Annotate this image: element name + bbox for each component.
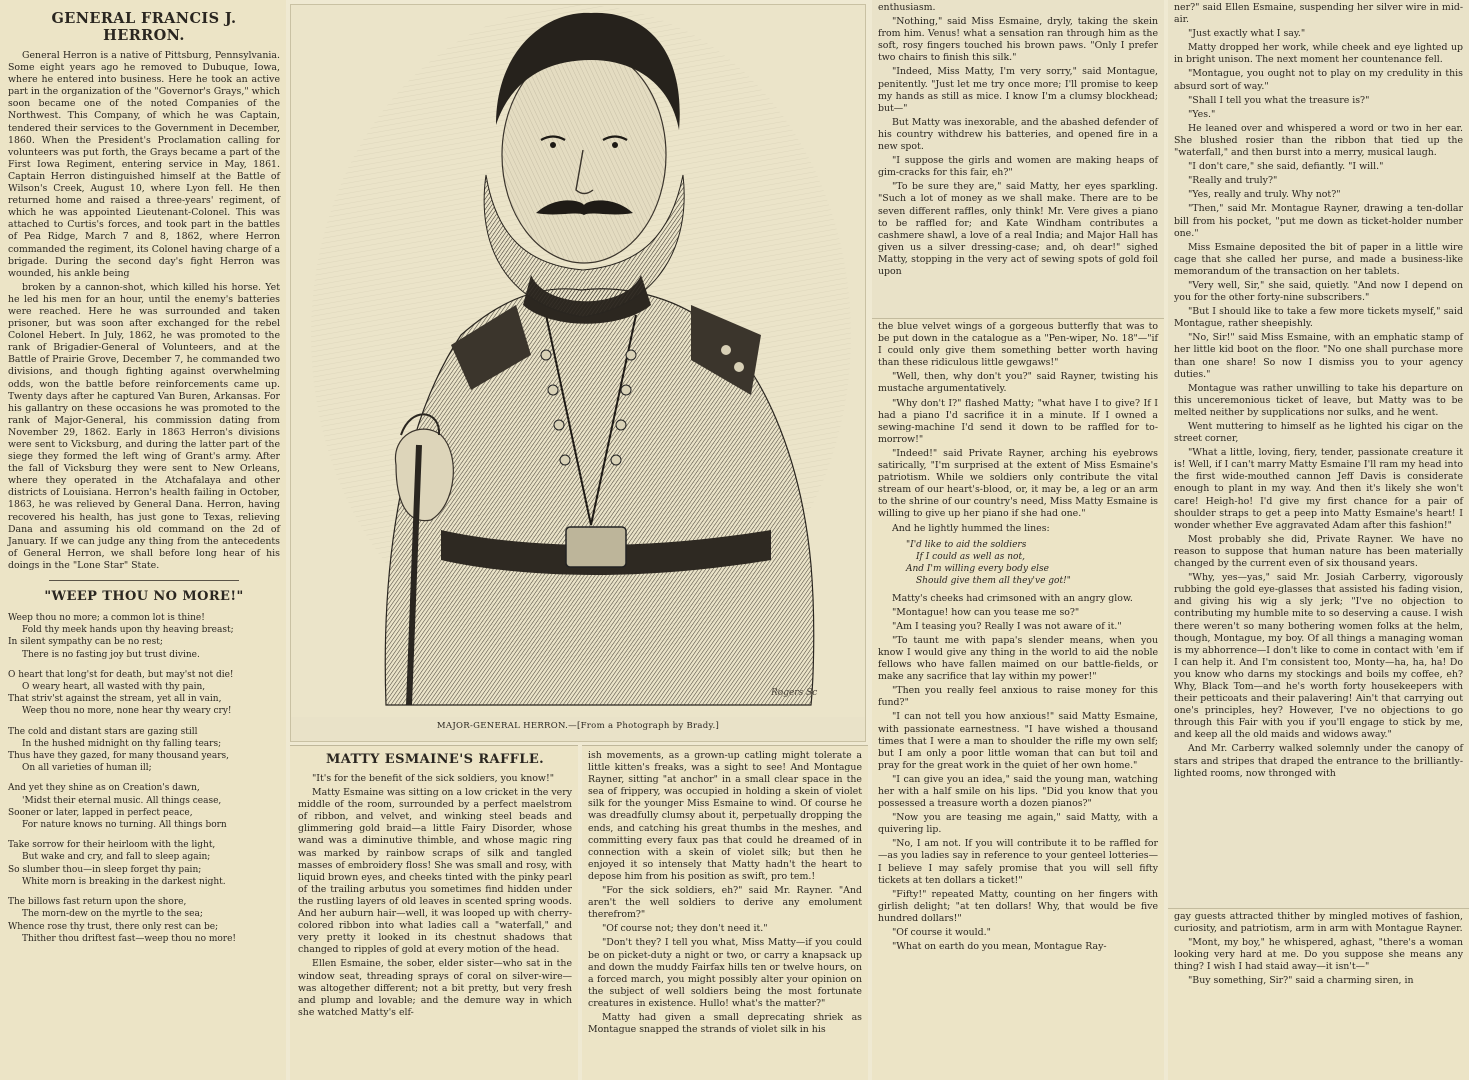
poem-line: Fold thy meek hands upon thy heaving breast; — [22, 625, 234, 636]
poem-line: O weary heart, all wasted with thy pain, — [22, 682, 206, 693]
paragraph: "Why, yes—yas," said Mr. Josiah Carberry, vigorously rubbing the gold eye-glasses that assisted his fading vision, and giving his wig a sly jerk; "I've no objection to contributing my humble mite to so deserving a cause. I wish there weren't so many bothering women folks at the helm, though, Montague, my boy. Of all things a managing woman is my abhorrence—I don't like to come in contact with 'em if I can help it. And I'm consistent too, Monty—ha, ha, ha! Do you know who darns my stockings and boils my coffee, eh? Why, Black Tom—and he's worth forty housekeepers with their petticoats and their palavering! Ain't that carrying out one's principles, hey? However, I've no objections to go through this Fair with you if you'll engage to stick by me, and keep all the old maids and widows away." — [1174, 572, 1463, 741]
paragraph: Ellen Esmaine, the sober, elder sister—who sat in the window seat, threading sprays of coral on silver-wire—was altogether different; not a bit pretty, but very fresh and plump and lovable; and the demure way in which she watched Matty's elf- — [298, 958, 572, 1018]
paragraph: And Mr. Carberry walked solemnly under the canopy of stars and stripes that draped the entrance to the brilliantly-lighted rooms, now thronged with — [1174, 743, 1463, 779]
poem-line: That striv'st against the stream, yet all in vain, — [8, 694, 222, 705]
paragraph: "For the sick soldiers, eh?" said Mr. Rayner. "And aren't the well soldiers to derive any emolument therefrom?" — [588, 885, 862, 921]
paragraph: gay guests attracted thither by mingled motives of fashion, curiosity, and patriotism, arm in arm with Montague Rayner. — [1174, 911, 1463, 935]
paragraph: General Herron is a native of Pittsburg, Pennsylvania. Some eight years ago he removed to Dubuque, Iowa, where he entered into business. Here he took an active part in the organization of the "Governor's Grays," which soon became one of the noted Companies of the Northwest. This Company, of which he was Captain, tendered their services to the Government in December, 1860. When the President's Proclamation calling for volunteers was put forth, the Grays became a part of the First Iowa Regiment, entering service in May, 1861. Captain Herron distinguished himself at the Battle of Wilson's Creek, August 10, where Lyon fell. He then returned home and raised a three-years' regiment, of which he was appointed Lieutenant-Colonel. This was attached to Curtis's forces, and took part in the battles of Pea Ridge, March 7 and 8, 1862, where Herron commanded the regiment, its Colonel having charge of a brigade. During the second day's fight Herron was wounded, his ankle being — [8, 50, 280, 279]
poem-line: Thus have they gazed, for many thousand years, — [8, 751, 230, 762]
paragraph: "Then," said Mr. Montague Rayner, drawing a ten-dollar bill from his pocket, "put me down as ticket-holder number one." — [1174, 203, 1463, 239]
paragraph: Matty had given a small deprecating shriek as Montague snapped the strands of violet silk in his — [588, 1011, 862, 1036]
poem-stanza — [8, 839, 280, 888]
paragraph: "Of course not; they don't need it." — [602, 923, 768, 935]
paragraph: "Well, then, why don't you?" said Rayner, twisting his mustache argumentatively. — [878, 371, 1158, 395]
col4-top-text — [1174, 2, 1463, 780]
paragraph: Montague was rather unwilling to take his departure on this unceremonious ticket of leave, but Matty was to be melted neither by supplications nor sulks, and he went. — [1174, 382, 1463, 418]
paragraph: "Indeed, Miss Matty, I'm very sorry," said Montague, penitently. "Just let me try once more; I'll promise to keep my hands as still as mice. I know I'm a clumsy blockhead; but—" — [878, 66, 1158, 114]
paragraph: "Mont, my boy," he whispered, aghast, "there's a woman looking very hard at me. Do you suppose she means any thing? I wish I had staid away—it isn't—" — [1174, 937, 1463, 973]
paragraph: "Indeed!" said Private Rayner, arching his eyebrows satirically, "I'm surprised at the extent of Miss Esmaine's patriotism. While we soldiers only contribute the vital stream of our heart's-blood, or, it may be, a leg or an arm to the shrine of our country's need, Miss Matty Esmaine is willing to give up her piano if she had one." — [878, 447, 1158, 520]
col3-top-text — [878, 2, 1158, 278]
paragraph: "No, Sir!" said Miss Esmaine, with an emphatic stamp of her little kid boot on the floor. "No one shall purchase more than one share! So now I dismiss you to your agency duties." — [1174, 332, 1463, 380]
paragraph: "Don't they? I tell you what, Miss Matty—if you could be on picket-duty a night or two, or carry a knapsack up and down the muddy Fairfax hills ten or twelve hours, on a forced march, you might possibly alter your opinion on the subject of well soldiers being the most fortunate creatures in existence. Hullo! what's the matter?" — [588, 937, 862, 1009]
raffle-right-text — [588, 750, 862, 1036]
paragraph: "I don't care," she said, defiantly. "I will." — [1188, 161, 1384, 173]
story-column-four-bottom — [1168, 908, 1469, 1080]
biography-text — [8, 50, 280, 572]
hummed-verse — [906, 539, 1158, 587]
headline-general-herron: GENERAL FRANCIS J. HERRON. — [51, 10, 237, 44]
verse-line: "I'd like to aid the soldiers — [906, 539, 1027, 550]
poem-stanzas — [8, 612, 280, 945]
poem-line: The cold and distant stars are gazing still — [8, 726, 198, 737]
paragraph: "Very well, Sir," she said, quietly. "And now I depend on you for the other forty-nine subscribers." — [1174, 279, 1463, 304]
story-column-three-bottom — [872, 318, 1164, 1080]
poem-line: And yet they shine as on Creation's dawn, — [8, 783, 200, 794]
paragraph: "Montague, you ought not to play on my credulity in this absurd sort of way." — [1174, 68, 1463, 92]
story-column-three-top — [872, 0, 1164, 318]
poem-line: In the hushed midnight on thy falling tears; — [22, 738, 222, 749]
paragraph: "Just exactly what I say." — [1188, 28, 1306, 40]
paragraph: Matty Esmaine was sitting on a low cricket in the very middle of the room, surrounded by a perfect maelstrom of ribbon, and velvet, and winking steel beads and glimmering gold braid—a little Fairy Disorder, whose wand was a diminutive thimble, and whose magic ring was marked by rainbow scraps of silk and tangled masses of embroidery floss! She was small and rosy, with liquid brown eyes, and cheeks tinted with the pinky pearl of the trailing arbutus you sometimes find hidden under the rustling layers of old leaves in scented spring woods. And her auburn hair—well, it was looped up with cherry-colored ribbon into what ladies call a "waterfall," and very pretty it looked in its chestnut shadows that changed to ripples of gold at every motion of the head. — [298, 787, 572, 956]
paragraph: ish movements, as a grown-up catling might tolerate a little kitten's freaks, was a sight to see! And Montague Rayner, sitting "at anchor" in a small clear space in the sea of frippery, was occupied in holding a skein of violet silk for the younger Miss Esmaine to wind. Of course he was dreadfully clumsy about it, perpetually dropping the ends, and catching his great thumbs in the meshes, and committing every faux pas that could he dreamed of in connection with a skein of violet silk; but then he enjoyed it so intensely that Matty hadn't the heart to depose him from his position as swift, pro tem.! — [588, 750, 862, 882]
poem-line: O heart that long'st for death, but may'st not die! — [8, 669, 234, 680]
verse-line: If I could as well as not, — [916, 551, 1025, 562]
poem-line: But wake and cry, and fall to sleep again; — [22, 852, 211, 863]
paragraph: the blue velvet wings of a gorgeous butterfly that was to be put down in the catalogue as a "Pen-wiper, No. 18"—"if I could only give them something better worth having than these ridiculous little gewgaws!" — [878, 321, 1158, 369]
paragraph: "I can not tell you how anxious!" said Matty Esmaine, with passionate earnestness. "I have wished a thousand times that I were a man to shoulder the rifle my own self; but I am only a poor little woman that can but toil and pray for the great work in the quiet of her own home." — [878, 711, 1158, 771]
poem-line: Sooner or later, lapped in perfect peace, — [8, 807, 193, 818]
paragraph: But Matty was inexorable, and the abashed defender of his country withdrew his batteries, and opened fire in a new spot. — [878, 116, 1158, 153]
divider-rule — [49, 580, 239, 581]
poem-line: Weep thou no more; a common lot is thine! — [8, 613, 205, 624]
paragraph: "Of course it would." — [892, 927, 991, 939]
poem-stanza — [8, 726, 280, 775]
paragraph: "Then you really feel anxious to raise money for this fund?" — [878, 685, 1158, 709]
poem-line: 'Midst their eternal music. All things cease, — [22, 795, 222, 806]
poem-line: The billows fast return upon the shore, — [8, 897, 187, 908]
poem-line: The morn-dew on the myrtle to the sea; — [22, 909, 203, 920]
poem-line: White morn is breaking in the darkest night. — [22, 876, 226, 887]
poem-line: Take sorrow for their heirloom with the light, — [8, 840, 216, 851]
paragraph: "Yes, really and truly. Why not?" — [1188, 189, 1341, 201]
poem-line: There is no fasting joy but trust divine. — [22, 649, 200, 660]
paragraph: "Montague! how can you tease me so?" — [892, 606, 1080, 618]
paragraph: And he lightly hummed the lines: — [892, 522, 1050, 534]
paragraph: "I suppose the girls and women are making heaps of gim-cracks for this fair, eh?" — [878, 155, 1158, 179]
paragraph: "Shall I tell you what the treasure is?" — [1188, 94, 1370, 106]
paragraph: Most probably she did, Private Rayner. We have no reason to suppose that human nature has been materially changed by the current even of six thousand years. — [1174, 533, 1463, 570]
paragraph: enthusiasm. — [878, 2, 936, 13]
paragraph: "Really and truly?" — [1188, 175, 1278, 187]
poem-line: In silent sympathy can be no rest; — [8, 637, 163, 648]
col3-bottom-text — [878, 321, 1158, 535]
poem-line: Whence rose thy trust, there only rest can be; — [8, 921, 219, 932]
paragraph: "Yes." — [1188, 108, 1216, 120]
poem-stanza — [8, 782, 280, 831]
paragraph: Matty dropped her work, while cheek and eye lighted up in bright unison. The next moment her countenance fell. — [1174, 42, 1463, 66]
paragraph: "Am I teasing you? Really I was not aware of it." — [892, 620, 1122, 632]
poem-stanza — [8, 612, 280, 661]
raffle-right-column — [582, 745, 868, 1080]
paragraph: Went muttering to himself as he lighted his cigar on the street corner, — [1174, 421, 1463, 445]
paragraph: "Why don't I?" flashed Matty; "what have I to give? If I had a piano I'd sacrifice it in a minute. If I owned a sewing-machine I'd send it down to be raffled for to-morrow!" — [878, 397, 1158, 445]
portrait-caption: MAJOR-GENERAL HERRON.—[From a Photograph by Brady.] — [436, 721, 720, 731]
paragraph: ner?" said Ellen Esmaine, suspending her silver wire in mid-air. — [1174, 2, 1463, 26]
raffle-left-text — [298, 773, 572, 1019]
paragraph: "I can give you an idea," said the young man, watching her with a half smile on his lips. "Did you know that you possessed a treasure worth a dozen pianos?" — [878, 773, 1158, 810]
paragraph: "It's for the benefit of the sick soldiers, you know!" — [312, 773, 555, 784]
paragraph: He leaned over and whispered a word or two in her ear. She blushed rosier than the ribbon that tied up the "waterfall," and then burst into a merry, musical laugh. — [1174, 122, 1463, 159]
paragraph: "What on earth do you mean, Montague Ray- — [892, 941, 1107, 953]
paragraph: "Buy something, Sir?" said a charming siren, in — [1188, 975, 1414, 987]
story-column-four-top — [1168, 0, 1469, 908]
paragraph: "To be sure they are," said Matty, her eyes sparkling. "Such a lot of money as we shall make. There are to be seven different raffles, only think! Mr. Vere gives a piano to be raffled for; and Kate Windham contributes a cashmere shawl, a love of a real India; and Major Hall has given us a silver dressing-case; and, oh dear!" sighed Matty, stopping in the very act of sewing spots of gold foil upon — [878, 181, 1158, 277]
raffle-left-column — [290, 745, 578, 1080]
column-herron-biography — [0, 0, 286, 1080]
paragraph: "Fifty!" repeated Matty, counting on her fingers with girlish delight; "at ten dollars! Why, that would be five hundred dollars!" — [878, 888, 1158, 924]
poem-line: So slumber thou—in sleep forget thy pain; — [8, 864, 202, 875]
poem-line: Thither thou driftest fast—weep thou no more! — [22, 933, 237, 944]
paragraph: broken by a cannon-shot, which killed his horse. Yet he led his men for an hour, until the enemy's batteries were reached. Here he was surrounded and taken prisoner, but was soon after exchanged for the rebel Colonel Hebert. In July, 1862, he was promoted to the rank of Brigadier-General of Volunteers, and at the Battle of Prairie Grove, December 7, he commanded two divisions, and though fighting against overwhelming odds, won the battle before reinforcements came up. Twenty days after he captured Van Buren, Arkansas. For his gallantry on these occasions he was promoted to the rank of Major-General, his commission dating from November 29, 1862. Early in 1863 Herron's divisions were sent to Vicksburg, and during the latter part of the siege they formed the left wing of Grant's army. After the fall of Vicksburg they were sent to New Orleans, where they operated in the Atchafalaya and other districts of Louisiana. Herron's health failing in October, 1863, he was relieved by General Dana. Herron, having recovered his health, has just gone to Texas, relieving Dana and assuming his old command on the 2d of January. If we can judge any thing from the antecedents of General Herron, we shall before long hear of his doings in the "Lone Star" State. — [8, 281, 280, 571]
engraver-signature: Rogers Sc — [771, 688, 818, 698]
poem-line: For nature knows no turning. All things born — [22, 820, 227, 831]
col3-after-text — [878, 593, 1158, 954]
portrait-panel — [290, 4, 866, 742]
paragraph: "But I should like to take a few more tickets myself," said Montague, rather sheepishly. — [1174, 306, 1463, 330]
verse-line: Should give them all they've got!" — [916, 575, 1071, 586]
paragraph: Miss Esmaine deposited the bit of paper in a little wire cage that she called her purse, and made a business-like memorandum of the transaction on her tablets. — [1174, 241, 1463, 277]
col4-bottom-text — [1174, 911, 1463, 988]
poem-stanza — [8, 669, 280, 718]
paragraph: "To taunt me with papa's slender means, when you know I would give any thing in the world to aid the noble fellows who have fallen maimed on our battle-fields, or make any sacrifice that lay within my power!" — [878, 634, 1158, 683]
paragraph: "No, I am not. If you will contribute it to be raffled for—as you ladies say in reference to your genteel lotteries—I believe I may safely promise that you will sell fifty tickets at ten dollars a ticket!" — [878, 838, 1158, 886]
portrait-engraving — [291, 5, 866, 717]
headline-matty-esmaines-raffle: MATTY ESMAINE'S RAFFLE. — [325, 752, 545, 767]
paragraph: "Nothing," said Miss Esmaine, dryly, taking the skein from him. Venus! what a sensation ran through him as the soft, rosy fingers touched his brown paws. "Only I prefer two chairs to finish this silk." — [878, 16, 1158, 64]
poem-line: On all varieties of human ill; — [22, 763, 152, 774]
paragraph: Matty's cheeks had crimsoned with an angry glow. — [892, 592, 1133, 604]
poem-line: Weep thou no more, none hear thy weary cry! — [22, 706, 232, 717]
paragraph: "Now you are teasing me again," said Matty, with a quivering lip. — [878, 812, 1158, 836]
verse-line: And I'm willing every body else — [906, 563, 1049, 574]
paragraph: "What a little, loving, fiery, tender, passionate creature it is! Well, if I can't marry Matty Esmaine I'll ram my head into the first wide-mouthed cannon Jeff Davis is considerate enough to plant in my way. And then it's likely she won't care! Heigh-ho! I'd give my first chance for a pair of shoulder straps to get a peep into Matty Esmaine's heart! I wonder whether Eve aggravated Adam after this fashion!" — [1174, 447, 1463, 531]
poem-stanza — [8, 896, 280, 945]
headline-weep-thou-no-more: "WEEP THOU NO MORE!" — [44, 589, 244, 605]
